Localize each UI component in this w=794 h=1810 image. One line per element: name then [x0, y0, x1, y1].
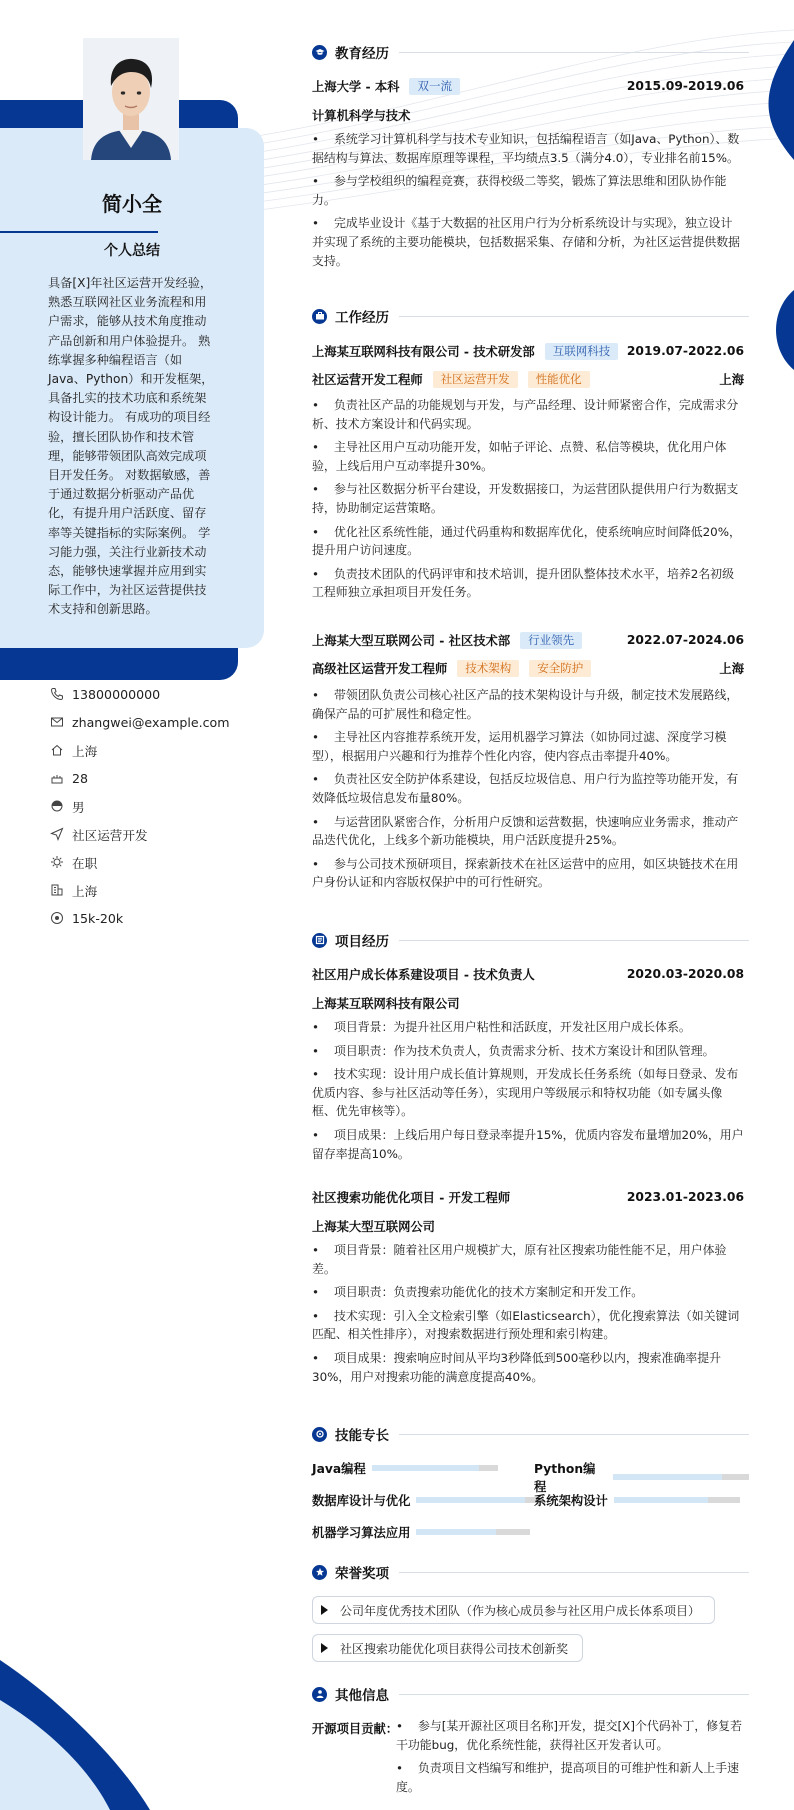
- list-item: • 技术实现：设计用户成长值计算规则，开发成长任务系统（如每日登录、发布优质内容、参与社区活动等任务），实现用户等级展示和特权功能（如专属头像框、优先审核等）。: [312, 1067, 739, 1119]
- info-phone-text: 13800000000: [72, 686, 161, 702]
- info-city-text: 上海: [72, 883, 98, 899]
- skill-item: [534, 1491, 740, 1509]
- gender-icon: [50, 799, 64, 813]
- list-item: • 参与学校组织的编程竞赛，获得校级二等奖，锻炼了算法思维和团队协作能力。: [312, 174, 727, 207]
- skills-header: [312, 1424, 749, 1444]
- sidebar: [0, 0, 270, 1810]
- awards-title: 荣誉奖项: [335, 1566, 389, 1582]
- info-age-text: 28: [72, 770, 89, 786]
- job-2-role-row: [312, 659, 744, 677]
- list-item: • 负责社区产品的功能规划与开发，与产品经理、设计师紧密合作，完成需求分析、技术方案设计和代码实现。: [312, 398, 739, 431]
- mail-icon: [50, 715, 64, 729]
- section-divider: [399, 52, 749, 53]
- section-divider: [399, 1694, 749, 1695]
- info-position: [50, 820, 265, 848]
- education-date: 2015.09-2019.06: [626, 79, 744, 93]
- skill-name: Java编程: [312, 1462, 366, 1476]
- job-2-tag: 行业领先: [520, 632, 582, 649]
- skill-bar: [614, 1497, 740, 1503]
- job-1-city: 上海: [719, 373, 744, 387]
- skill-name: 数据库设计与优化: [312, 1494, 411, 1508]
- summary-title: 个人总结: [104, 243, 160, 259]
- job-1-head: [312, 342, 744, 360]
- skill-bar: [372, 1465, 498, 1471]
- age-icon: [50, 771, 64, 785]
- project-2-date: 2023.01-2023.06: [626, 1190, 744, 1204]
- project-2-company: 上海某大型互联网公司: [312, 1220, 435, 1234]
- work-header: [312, 306, 749, 326]
- list-item: • 项目成果：搜索响应时间从平均3秒降低到500毫秒以内，搜索准确率提升30%，用户对搜索功能的满意度提高40%。: [312, 1350, 721, 1384]
- section-divider: [399, 1434, 749, 1435]
- project-1-bullets: [312, 1018, 744, 1168]
- graduation-cap-icon: [312, 45, 327, 60]
- info-age: [50, 764, 265, 792]
- list-item: • 系统学习计算机科学与技术专业知识，包括编程语言（如Java、Python）、数据结构与算法、数据库原理等课程，平均绩点3.5（满分4.0），专业排名前15%。: [312, 132, 740, 165]
- send-icon: [50, 827, 64, 841]
- job-2-company: 上海某大型互联网公司 - 社区技术部: [312, 634, 511, 648]
- summary-text: 具备[X]年社区运营开发经验，熟悉互联网社区业务流程和用户需求，能够从技术角度推动产品创新和用户体验提升。 熟练掌握多种编程语言（如Java、Python）和开发框架，具备扎实的技术功底和系统架构设计能力。 有成功的项目经验，擅长团队协作和技术管理，能够带领团队高效完成项目开发任务。 对数据敏感，善于通过数据分析驱动产品优化，有提升用户活跃度、留存率等关键指标的实际案例。 学习能力强，关注行业新技术动态，能够快速掌握并应用到实际工作中，为社区运营提供技术支持和创新思路。: [48, 276, 214, 617]
- section-divider: [399, 316, 749, 317]
- project-2-name: 社区搜索功能优化项目 - 开发工程师: [312, 1191, 511, 1205]
- info-email-text: zhangwei@example.com: [72, 714, 230, 730]
- list-item: • 项目职责：负责搜索功能优化的技术方案制定和开发工作。: [312, 1285, 644, 1300]
- info-gender: [50, 792, 265, 820]
- building-icon: [50, 883, 64, 897]
- person-icon: [312, 1687, 327, 1702]
- skill-item: [312, 1459, 498, 1477]
- school-name: 上海大学 - 本科: [312, 80, 400, 94]
- list-item: • 负责项目文档编写和维护，提高项目的可维护性和新人上手速度。: [396, 1761, 740, 1794]
- education-title: 教育经历: [335, 46, 389, 62]
- job-2-role-tag: 技术架构: [457, 660, 519, 677]
- skill-name: 机器学习算法应用: [312, 1526, 411, 1540]
- project-1-head: [312, 965, 744, 983]
- work-title: 工作经历: [335, 310, 389, 326]
- skill-item: [534, 1459, 749, 1495]
- job-2-role: 高级社区运营开发工程师: [312, 662, 448, 676]
- section-divider: [399, 940, 749, 941]
- list-item: • 与运营团队紧密合作，分析用户反馈和运营数据，快速响应业务需求，推动产品迭代优化，上线多个新功能模块，用户活跃度提升25%。: [312, 814, 739, 848]
- open-source-bullets: [396, 1717, 744, 1801]
- skill-bar: [613, 1474, 749, 1480]
- awards-header: [312, 1562, 749, 1582]
- job-1-bullets: [312, 396, 744, 607]
- list-item: • 负责技术团队的代码评审和技术培训，提升团队整体技术水平，培养2名初级工程师独立承担项目开发任务。: [312, 566, 734, 600]
- skills-icon: [312, 1427, 327, 1442]
- other-header: [312, 1684, 749, 1704]
- briefcase-icon: [312, 309, 327, 324]
- status-icon: [50, 855, 64, 869]
- info-home: [50, 736, 265, 764]
- list-item: • 完成毕业设计《基于大数据的社区用户行为分析系统设计与实现》，独立设计并实现了系统的主要功能模块，包括数据采集、存储和分析，为社区运营提供数据支持。: [312, 216, 741, 268]
- education-bullets: [312, 130, 744, 275]
- section-divider: [399, 1572, 749, 1573]
- award-text: 社区搜索功能优化项目获得公司技术创新奖: [340, 1641, 569, 1656]
- name-divider: [0, 231, 158, 233]
- job-2-head: [312, 631, 744, 649]
- profile-name: 简小全: [102, 192, 162, 216]
- contact-info: [50, 680, 265, 932]
- job-1-role-tag: 社区运营开发: [433, 371, 518, 388]
- education-header: [312, 42, 749, 62]
- award-text: 公司年度优秀技术团队（作为核心成员参与社区用户成长体系项目）: [340, 1603, 701, 1618]
- skill-bar: [416, 1529, 530, 1535]
- list-item: • 带领团队负责公司核心社区产品的技术架构设计与升级，制定技术发展路线，确保产品的可扩展性和稳定性。: [312, 688, 739, 721]
- list-item: • 项目背景：随着社区用户规模扩大，原有社区搜索功能性能不足，用户体验差。: [312, 1243, 727, 1276]
- avatar: [83, 38, 179, 160]
- list-item: • 技术实现：引入全文检索引擎（如Elasticsearch），优化搜索算法（如关键词匹配、相关性排序），对搜索数据进行预处理和索引构建。: [312, 1308, 740, 1342]
- project-icon: [312, 933, 327, 948]
- list-item: • 主导社区用户互动功能开发，如帖子评论、点赞、私信等模块，优化用户体验，上线后用户互动率提升30%。: [312, 440, 727, 473]
- job-1-role-tag: 性能优化: [528, 371, 590, 388]
- other-title: 其他信息: [335, 1688, 389, 1704]
- info-salary-text: 15k-20k: [72, 910, 124, 926]
- job-2-role-tag: 安全防护: [529, 660, 591, 677]
- job-2-date: 2022.07-2024.06: [626, 633, 744, 647]
- job-1-tag: 互联网科技: [545, 343, 619, 360]
- info-city: [50, 876, 265, 904]
- project-2-head: [312, 1188, 744, 1206]
- info-home-text: 上海: [72, 743, 98, 759]
- education-major: 计算机科学与技术: [312, 109, 411, 123]
- info-status: [50, 848, 265, 876]
- education-entry-head: [312, 77, 744, 95]
- list-item: • 参与[某开源社区项目名称]开发，提交[X]个代码补丁，修复若干功能bug，优化系统性能，获得社区开发者认可。: [396, 1719, 742, 1752]
- info-gender-text: 男: [72, 799, 85, 815]
- home-icon: [50, 743, 64, 757]
- triangle-right-icon: [321, 1605, 328, 1615]
- job-1-role: 社区运营开发工程师: [312, 373, 423, 387]
- list-item: • 参与公司技术预研项目，探索新技术在社区运营中的应用，如区块链技术在用户身份认证和内容版权保护中的可行性研究。: [312, 856, 739, 890]
- salary-icon: [50, 911, 64, 925]
- skill-bar: [416, 1497, 544, 1503]
- skills-title: 技能专长: [335, 1428, 389, 1444]
- school-tag: 双一流: [409, 78, 460, 95]
- project-1-company: 上海某互联网科技有限公司: [312, 997, 460, 1011]
- skill-name: Python编程: [534, 1462, 596, 1494]
- award-item: [312, 1596, 715, 1624]
- skill-item: [312, 1491, 544, 1509]
- list-item: • 参与社区数据分析平台建设，开发数据接口，为运营团队提供用户行为数据支持，协助制定运营策略。: [312, 482, 739, 515]
- list-item: • 优化社区系统性能，通过代码重构和数据库优化，使系统响应时间降低20%，提升用户访问速度。: [312, 524, 741, 558]
- project-2-bullets: [312, 1241, 744, 1391]
- info-status-text: 在职: [72, 855, 98, 871]
- open-source-label: 开源项目贡献：: [312, 1722, 399, 1736]
- skill-name: 系统架构设计: [534, 1494, 608, 1508]
- award-item: [312, 1634, 583, 1662]
- triangle-right-icon: [321, 1643, 328, 1653]
- list-item: • 项目背景：为提升社区用户粘性和活跃度，开发社区用户成长体系。: [312, 1020, 691, 1034]
- info-phone: [50, 680, 265, 708]
- list-item: • 负责社区安全防护体系建设，包括反垃圾信息、用户行为监控等功能开发，有效降低垃圾信息发布量80%。: [312, 772, 739, 805]
- phone-icon: [50, 687, 64, 701]
- projects-title: 项目经历: [335, 934, 389, 950]
- projects-header: [312, 930, 749, 950]
- award-icon: [312, 1565, 327, 1580]
- skill-item: [312, 1523, 530, 1541]
- job-1-date: 2019.07-2022.06: [626, 344, 744, 358]
- job-2-city: 上海: [719, 662, 744, 676]
- info-position-text: 社区运营开发: [72, 827, 148, 843]
- list-item: • 主导社区内容推荐系统开发，运用机器学习算法（如协同过滤、深度学习模型），根据用户兴趣和行为推荐个性化内容，使内容点击率提升40%。: [312, 730, 727, 763]
- job-1-company: 上海某互联网科技有限公司 - 技术研发部: [312, 345, 535, 359]
- job-2-bullets: [312, 686, 744, 897]
- project-1-date: 2020.03-2020.08: [626, 967, 744, 981]
- project-1-name: 社区用户成长体系建设项目 - 技术负责人: [312, 968, 535, 982]
- info-email: [50, 708, 265, 736]
- list-item: • 项目职责：作为技术负责人，负责需求分析、技术方案设计和团队管理。: [312, 1043, 715, 1058]
- job-1-role-row: [312, 370, 744, 388]
- list-item: • 项目成果：上线后用户每日登录率提升15%，优质内容发布量增加20%，用户留存率提高10%。: [312, 1127, 744, 1161]
- info-salary: [50, 904, 265, 932]
